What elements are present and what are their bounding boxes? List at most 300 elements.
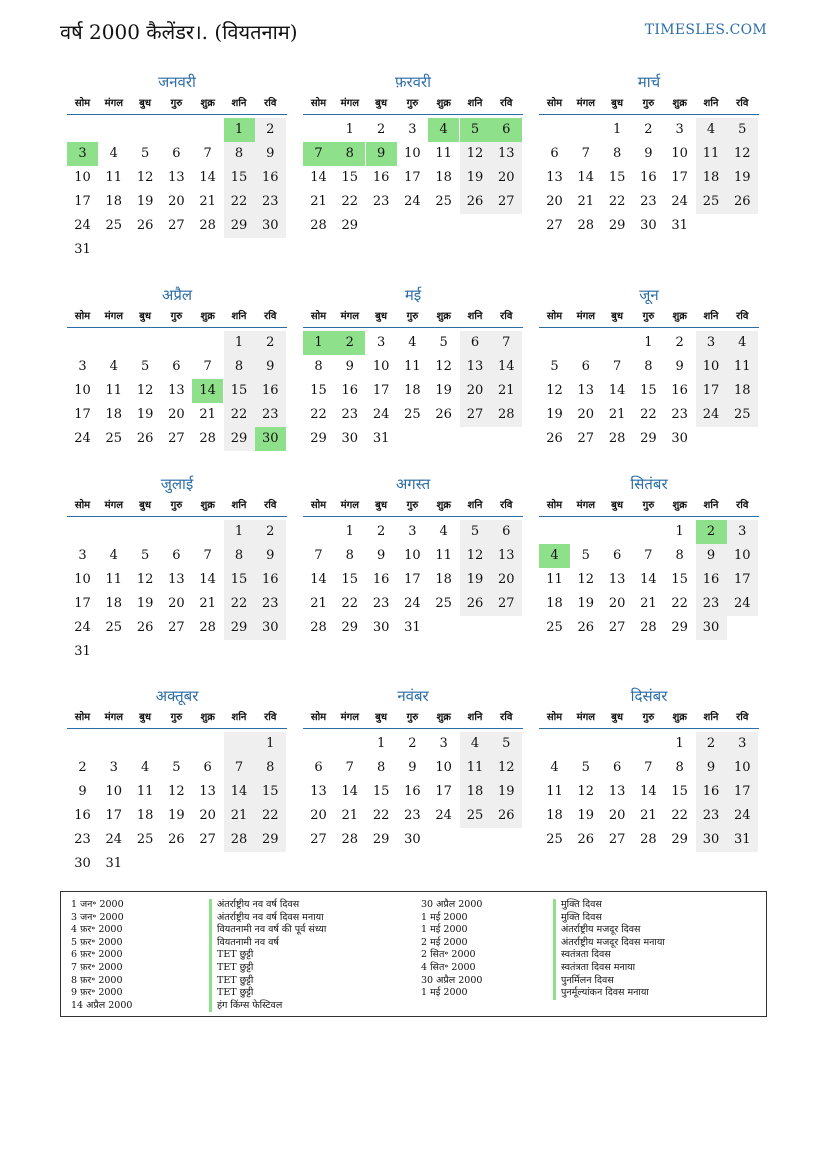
day-cell: 25 (435, 194, 452, 209)
day-cell: 7 (491, 331, 522, 355)
day-cell: 21 (640, 808, 657, 823)
day-cell: 13 (168, 383, 185, 398)
day-cell: 26 (577, 832, 595, 847)
day-cell: 28 (491, 403, 522, 427)
weekday-label: मंगल (576, 98, 595, 109)
day-cell: 26 (546, 431, 563, 446)
day-cell: 22 (341, 194, 359, 209)
day-cell: 27 (168, 620, 185, 635)
day-cell: 2 (696, 732, 727, 756)
day-cell: 21 (577, 194, 595, 209)
holiday-note-line: TET छुट्टी (209, 949, 326, 962)
day-cell: 5 (581, 760, 590, 775)
day-cell: 15 (341, 170, 359, 185)
weekday-label: बुध (611, 98, 624, 109)
day-cell: 4 (140, 760, 150, 775)
day-cell: 8 (644, 359, 653, 374)
day-cell: 12 (136, 572, 154, 587)
weekday-label: गुरु (170, 500, 183, 511)
day-cell: 31 (727, 828, 758, 852)
day-cell: 17 (727, 568, 758, 592)
day-cell: 11 (435, 548, 452, 563)
day-cell: 9 (255, 142, 286, 166)
day-cell: 13 (168, 170, 185, 185)
holiday-note-line: 2 मई 2000 (421, 936, 468, 948)
day-cell: 4 (109, 548, 118, 563)
month-name: सितंबर (630, 475, 668, 493)
day-cell: 14 (341, 784, 359, 799)
day-cell: 21 (310, 194, 327, 209)
day-cell: 3 (78, 359, 87, 374)
day-cell: 22 (255, 804, 286, 828)
day-cell: 26 (136, 218, 154, 233)
weekday-label: मंगल (340, 500, 359, 511)
day-cell: 20 (168, 596, 185, 611)
day-cell: 1 (255, 732, 286, 756)
day-cell: 27 (199, 832, 216, 847)
day-cell: 13 (460, 355, 491, 379)
month-name: मई (404, 286, 422, 304)
holiday-note-line: TET छुट्टी (209, 962, 326, 975)
day-cell: 30 (74, 856, 91, 871)
day-cell: 11 (546, 784, 563, 799)
day-cell: 30 (696, 828, 727, 852)
month-name: जून (639, 286, 659, 304)
day-cell: 6 (172, 548, 181, 563)
day-cell: 11 (404, 359, 421, 374)
day-cell: 17 (74, 194, 91, 209)
holiday-names-column-2 (553, 899, 665, 1000)
day-cell: 29 (671, 832, 688, 847)
day-cell: 19 (727, 166, 758, 190)
weekday-label: शनि (231, 500, 247, 511)
day-cell: 7 (644, 548, 653, 563)
day-cell: 20 (546, 194, 563, 209)
weekday-header (67, 96, 287, 115)
day-cell: 27 (310, 832, 327, 847)
day-cell: 29 (224, 214, 255, 238)
day-cell: 28 (199, 431, 216, 446)
day-cell: 1 (612, 122, 622, 137)
weekday-label: शनि (703, 98, 719, 109)
day-cell: 23 (255, 592, 286, 616)
day-cell: 10 (435, 760, 452, 775)
day-cell: 11 (696, 142, 727, 166)
month-name: जनवरी (158, 73, 196, 91)
holiday-day-cell: 8 (334, 142, 365, 166)
day-cell: 25 (136, 832, 154, 847)
day-cell: 5 (460, 520, 491, 544)
day-cell: 29 (640, 431, 657, 446)
day-cell: 28 (640, 832, 657, 847)
holiday-names-column-1 (209, 899, 326, 1012)
weekday-label: बुध (375, 712, 388, 723)
day-cell: 19 (577, 596, 595, 611)
day-cell: 21 (310, 596, 327, 611)
day-cell: 14 (310, 170, 327, 185)
day-cell: 6 (491, 520, 522, 544)
holiday-day-cell: 1 (303, 331, 334, 355)
day-cell: 13 (491, 142, 522, 166)
holiday-note-line: वियतनामी नव वर्ष की पूर्व संध्या (209, 924, 326, 937)
day-cell: 8 (675, 760, 684, 775)
holiday-note-line: 2 सित॰ 2000 (421, 949, 476, 961)
day-cell: 23 (372, 596, 390, 611)
day-cell: 1 (644, 335, 653, 350)
weekday-label: मंगल (576, 712, 595, 723)
day-cell: 25 (404, 407, 421, 422)
weekday-label: मंगल (340, 98, 359, 109)
month-name: अक्तूबर (155, 687, 199, 705)
day-cell: 12 (546, 383, 563, 398)
day-cell: 30 (255, 616, 286, 640)
day-cell: 24 (404, 194, 421, 209)
day-cell: 17 (74, 596, 91, 611)
day-cell: 30 (696, 616, 727, 640)
weekday-label: शनि (231, 311, 247, 322)
day-cell: 9 (255, 355, 286, 379)
day-cell: 30 (372, 620, 390, 635)
weekday-label: सोम (74, 311, 91, 322)
day-cell: 13 (199, 784, 216, 799)
day-cell: 29 (341, 620, 359, 635)
weekday-label: रवि (264, 98, 277, 109)
day-cell: 7 (203, 359, 212, 374)
holiday-day-cell: 2 (696, 520, 727, 544)
day-cell: 1 (345, 524, 354, 539)
day-cell: 10 (372, 359, 390, 374)
day-cell: 19 (546, 407, 563, 422)
day-cell: 31 (671, 218, 688, 233)
day-cell: 5 (172, 760, 181, 775)
weekday-label: शनि (231, 98, 247, 109)
weekday-label: बुध (139, 500, 152, 511)
day-cell: 17 (435, 784, 452, 799)
day-cell: 14 (640, 572, 657, 587)
day-cell: 10 (74, 383, 91, 398)
month-name: नवंबर (397, 687, 429, 705)
day-cell: 24 (105, 832, 123, 847)
weekday-label: मंगल (104, 712, 123, 723)
holiday-note-line: 5 फ़र॰ 2000 (71, 936, 123, 948)
day-cell: 8 (224, 544, 255, 568)
month-name: अगस्त (395, 475, 431, 493)
day-cell: 19 (136, 407, 154, 422)
holiday-day-cell: 30 (255, 427, 286, 451)
day-cell: 22 (608, 194, 626, 209)
weekday-label: शुक्र (436, 311, 451, 322)
weekday-label: रवि (500, 500, 513, 511)
weekday-label: शुक्र (436, 98, 451, 109)
day-cell: 18 (435, 572, 452, 587)
day-cell: 28 (577, 218, 595, 233)
day-cell: 9 (408, 760, 417, 775)
weekday-label: सोम (74, 98, 91, 109)
day-cell: 2 (644, 122, 653, 137)
day-cell: 11 (136, 784, 154, 799)
day-cell: 25 (727, 403, 758, 427)
weekday-label: सोम (310, 500, 327, 511)
day-cell: 21 (224, 804, 255, 828)
holiday-note-line: हंग किंग्स फेस्टिवल (209, 1000, 326, 1013)
weekday-label: शनि (467, 98, 483, 109)
day-cell: 17 (372, 383, 390, 398)
holiday-note-line: 7 फ़र॰ 2000 (71, 961, 123, 973)
day-cell: 16 (341, 383, 359, 398)
day-cell: 9 (696, 756, 727, 780)
day-cell: 15 (341, 572, 359, 587)
weekday-label: शुक्र (672, 311, 687, 322)
day-cell: 16 (255, 166, 286, 190)
weekday-label: सोम (310, 98, 327, 109)
day-cell: 3 (78, 548, 87, 563)
day-cell: 27 (608, 620, 626, 635)
weekday-label: शुक्र (200, 98, 215, 109)
day-cell: 7 (345, 760, 354, 775)
day-cell: 19 (435, 383, 452, 398)
weekday-label: रवि (500, 311, 513, 322)
day-cell: 31 (372, 431, 390, 446)
day-cell: 4 (109, 146, 118, 161)
day-cell: 8 (612, 146, 622, 161)
day-cell: 22 (224, 403, 255, 427)
holiday-day-cell: 14 (192, 379, 223, 403)
weekday-header (303, 309, 523, 328)
weekday-label: मंगल (576, 500, 595, 511)
day-cell: 12 (435, 359, 452, 374)
day-cell: 22 (372, 808, 390, 823)
weekend-shading (224, 732, 255, 756)
weekday-header (539, 96, 759, 115)
holiday-note-line: अंतर्राष्ट्रीय नव वर्ष दिवस (209, 899, 326, 912)
day-cell: 13 (577, 383, 595, 398)
weekday-header (67, 498, 287, 517)
holiday-note-line: पुनर्मूल्यांकन दिवस मनाया (553, 987, 665, 1000)
day-cell: 12 (460, 142, 491, 166)
weekday-label: बुध (139, 712, 152, 723)
day-cell: 10 (727, 544, 758, 568)
day-cell: 25 (460, 804, 491, 828)
day-cell: 3 (376, 335, 386, 350)
weekday-header (303, 96, 523, 115)
day-cell: 4 (439, 524, 448, 539)
day-cell: 18 (727, 379, 758, 403)
holiday-day-cell: 7 (303, 142, 334, 166)
weekday-label: गुरु (642, 500, 655, 511)
day-cell: 18 (404, 383, 421, 398)
holiday-day-cell: 9 (366, 142, 397, 166)
holiday-day-cell: 4 (539, 544, 570, 568)
day-cell: 13 (608, 784, 626, 799)
day-cell: 24 (727, 804, 758, 828)
day-cell: 11 (435, 146, 452, 161)
weekday-label: मंगल (104, 98, 123, 109)
day-cell: 23 (404, 808, 421, 823)
day-cell: 23 (255, 190, 286, 214)
day-cell: 17 (696, 379, 727, 403)
weekday-label: गुरु (170, 712, 183, 723)
holiday-note-line: स्वतंत्रता दिवस मनाया (553, 962, 665, 975)
day-cell: 15 (671, 784, 688, 799)
day-cell: 21 (199, 194, 216, 209)
holiday-day-cell: 2 (334, 331, 365, 355)
weekday-label: बुध (139, 98, 152, 109)
day-cell: 10 (727, 756, 758, 780)
day-cell: 9 (255, 544, 286, 568)
weekday-label: शनि (703, 500, 719, 511)
day-cell: 20 (577, 407, 595, 422)
day-cell: 16 (255, 379, 286, 403)
day-cell: 15 (255, 780, 286, 804)
day-cell: 16 (74, 808, 91, 823)
day-cell: 12 (577, 784, 595, 799)
day-cell: 25 (105, 431, 123, 446)
holiday-note-line: अंतर्राष्ट्रीय मजदूर दिवस मनाया (553, 937, 665, 950)
day-cell: 3 (408, 524, 417, 539)
day-cell: 15 (224, 568, 255, 592)
day-cell: 22 (671, 596, 688, 611)
day-cell: 25 (696, 190, 727, 214)
day-cell: 27 (168, 218, 185, 233)
day-cell: 25 (105, 620, 123, 635)
holiday-note-line: 3 जन॰ 2000 (71, 911, 124, 923)
holiday-day-cell: 6 (491, 118, 522, 142)
day-cell: 19 (460, 568, 491, 592)
weekday-label: शनि (467, 500, 483, 511)
day-cell: 12 (460, 544, 491, 568)
day-cell: 14 (310, 572, 327, 587)
day-cell: 17 (727, 780, 758, 804)
weekday-label: रवि (736, 712, 749, 723)
weekday-label: सोम (310, 311, 327, 322)
day-cell: 9 (376, 548, 386, 563)
day-cell: 22 (671, 808, 688, 823)
weekday-label: शुक्र (200, 712, 215, 723)
day-cell: 8 (376, 760, 386, 775)
day-cell: 8 (224, 142, 255, 166)
holiday-note-line: 4 फ़र॰ 2000 (71, 924, 123, 936)
holiday-note-line: मुक्ति दिवस (553, 912, 665, 925)
weekday-header (539, 498, 759, 517)
day-cell: 9 (696, 544, 727, 568)
holiday-note-line: 8 फ़र॰ 2000 (71, 974, 123, 986)
day-cell: 26 (491, 804, 522, 828)
holiday-day-cell: 3 (67, 142, 98, 166)
weekday-label: बुध (375, 500, 388, 511)
weekday-label: गुरु (406, 712, 419, 723)
brand-link[interactable]: TIMESLES.COM (644, 22, 767, 38)
holiday-note-line: 1 मई 2000 (421, 911, 468, 923)
day-cell: 10 (74, 170, 91, 185)
day-cell: 12 (727, 142, 758, 166)
day-cell: 1 (376, 736, 386, 751)
holiday-note-line: 4 सित॰ 2000 (421, 961, 476, 973)
day-cell: 22 (310, 407, 327, 422)
holiday-dates-column-2 (421, 899, 482, 1000)
day-cell: 20 (608, 808, 626, 823)
weekday-label: रवि (736, 500, 749, 511)
weekday-label: रवि (500, 98, 513, 109)
day-cell: 16 (255, 568, 286, 592)
day-cell: 16 (671, 383, 688, 398)
day-cell: 20 (491, 568, 522, 592)
holiday-note-line: 1 मई 2000 (421, 987, 468, 999)
day-cell: 3 (439, 736, 448, 751)
day-cell: 20 (199, 808, 216, 823)
day-cell: 8 (345, 548, 354, 563)
weekday-label: बुध (375, 311, 388, 322)
day-cell: 18 (105, 407, 123, 422)
weekday-label: गुरु (642, 98, 655, 109)
day-cell: 13 (546, 170, 563, 185)
day-cell: 26 (577, 620, 595, 635)
day-cell: 21 (199, 596, 216, 611)
day-cell: 11 (546, 572, 563, 587)
day-cell: 28 (608, 431, 626, 446)
holiday-note-line: वियतनामी नव वर्ष (209, 937, 326, 950)
day-cell: 17 (404, 170, 421, 185)
day-cell: 24 (727, 592, 758, 616)
holiday-note-line: अंतर्राष्ट्रीय नव वर्ष दिवस मनाया (209, 912, 326, 925)
day-cell: 25 (435, 596, 452, 611)
day-cell: 28 (341, 832, 359, 847)
weekday-label: शुक्र (672, 712, 687, 723)
day-cell: 4 (727, 331, 758, 355)
weekday-label: शनि (467, 311, 483, 322)
day-cell: 18 (136, 808, 154, 823)
day-cell: 4 (109, 359, 118, 374)
day-cell: 17 (74, 407, 91, 422)
day-cell: 4 (460, 732, 491, 756)
weekday-header (539, 710, 759, 729)
day-cell: 5 (581, 548, 590, 563)
weekday-label: रवि (264, 500, 277, 511)
day-cell: 15 (372, 784, 390, 799)
holiday-dates-column-1 (71, 899, 132, 1012)
weekday-label: शनि (703, 311, 719, 322)
weekday-label: रवि (736, 311, 749, 322)
day-cell: 27 (168, 431, 185, 446)
day-cell: 26 (136, 431, 154, 446)
day-cell: 21 (199, 407, 216, 422)
weekday-label: रवि (264, 712, 277, 723)
holiday-note-line: पुनर्मिलन दिवस (553, 975, 665, 988)
day-cell: 17 (671, 170, 688, 185)
day-cell: 26 (435, 407, 452, 422)
day-cell: 7 (314, 548, 323, 563)
holiday-note-line: 30 अप्रैल 2000 (421, 899, 483, 910)
day-cell: 1 (224, 331, 255, 355)
day-cell: 4 (696, 118, 727, 142)
day-cell: 22 (640, 407, 657, 422)
day-cell: 14 (608, 383, 626, 398)
day-cell: 10 (74, 572, 91, 587)
day-cell: 21 (608, 407, 626, 422)
day-cell: 20 (460, 379, 491, 403)
day-cell: 28 (310, 620, 327, 635)
holiday-note-line: स्वतंत्रता दिवस (553, 949, 665, 962)
day-cell: 20 (491, 166, 522, 190)
day-cell: 12 (577, 572, 595, 587)
day-cell: 7 (224, 756, 255, 780)
day-cell: 16 (372, 170, 390, 185)
month-name: फ़रवरी (394, 73, 432, 91)
day-cell: 18 (546, 808, 563, 823)
holiday-note-line: 9 फ़र॰ 2000 (71, 987, 123, 999)
holiday-day-cell: 1 (224, 118, 255, 142)
day-cell: 12 (136, 170, 154, 185)
holiday-note-line: 30 अप्रैल 2000 (421, 974, 483, 986)
